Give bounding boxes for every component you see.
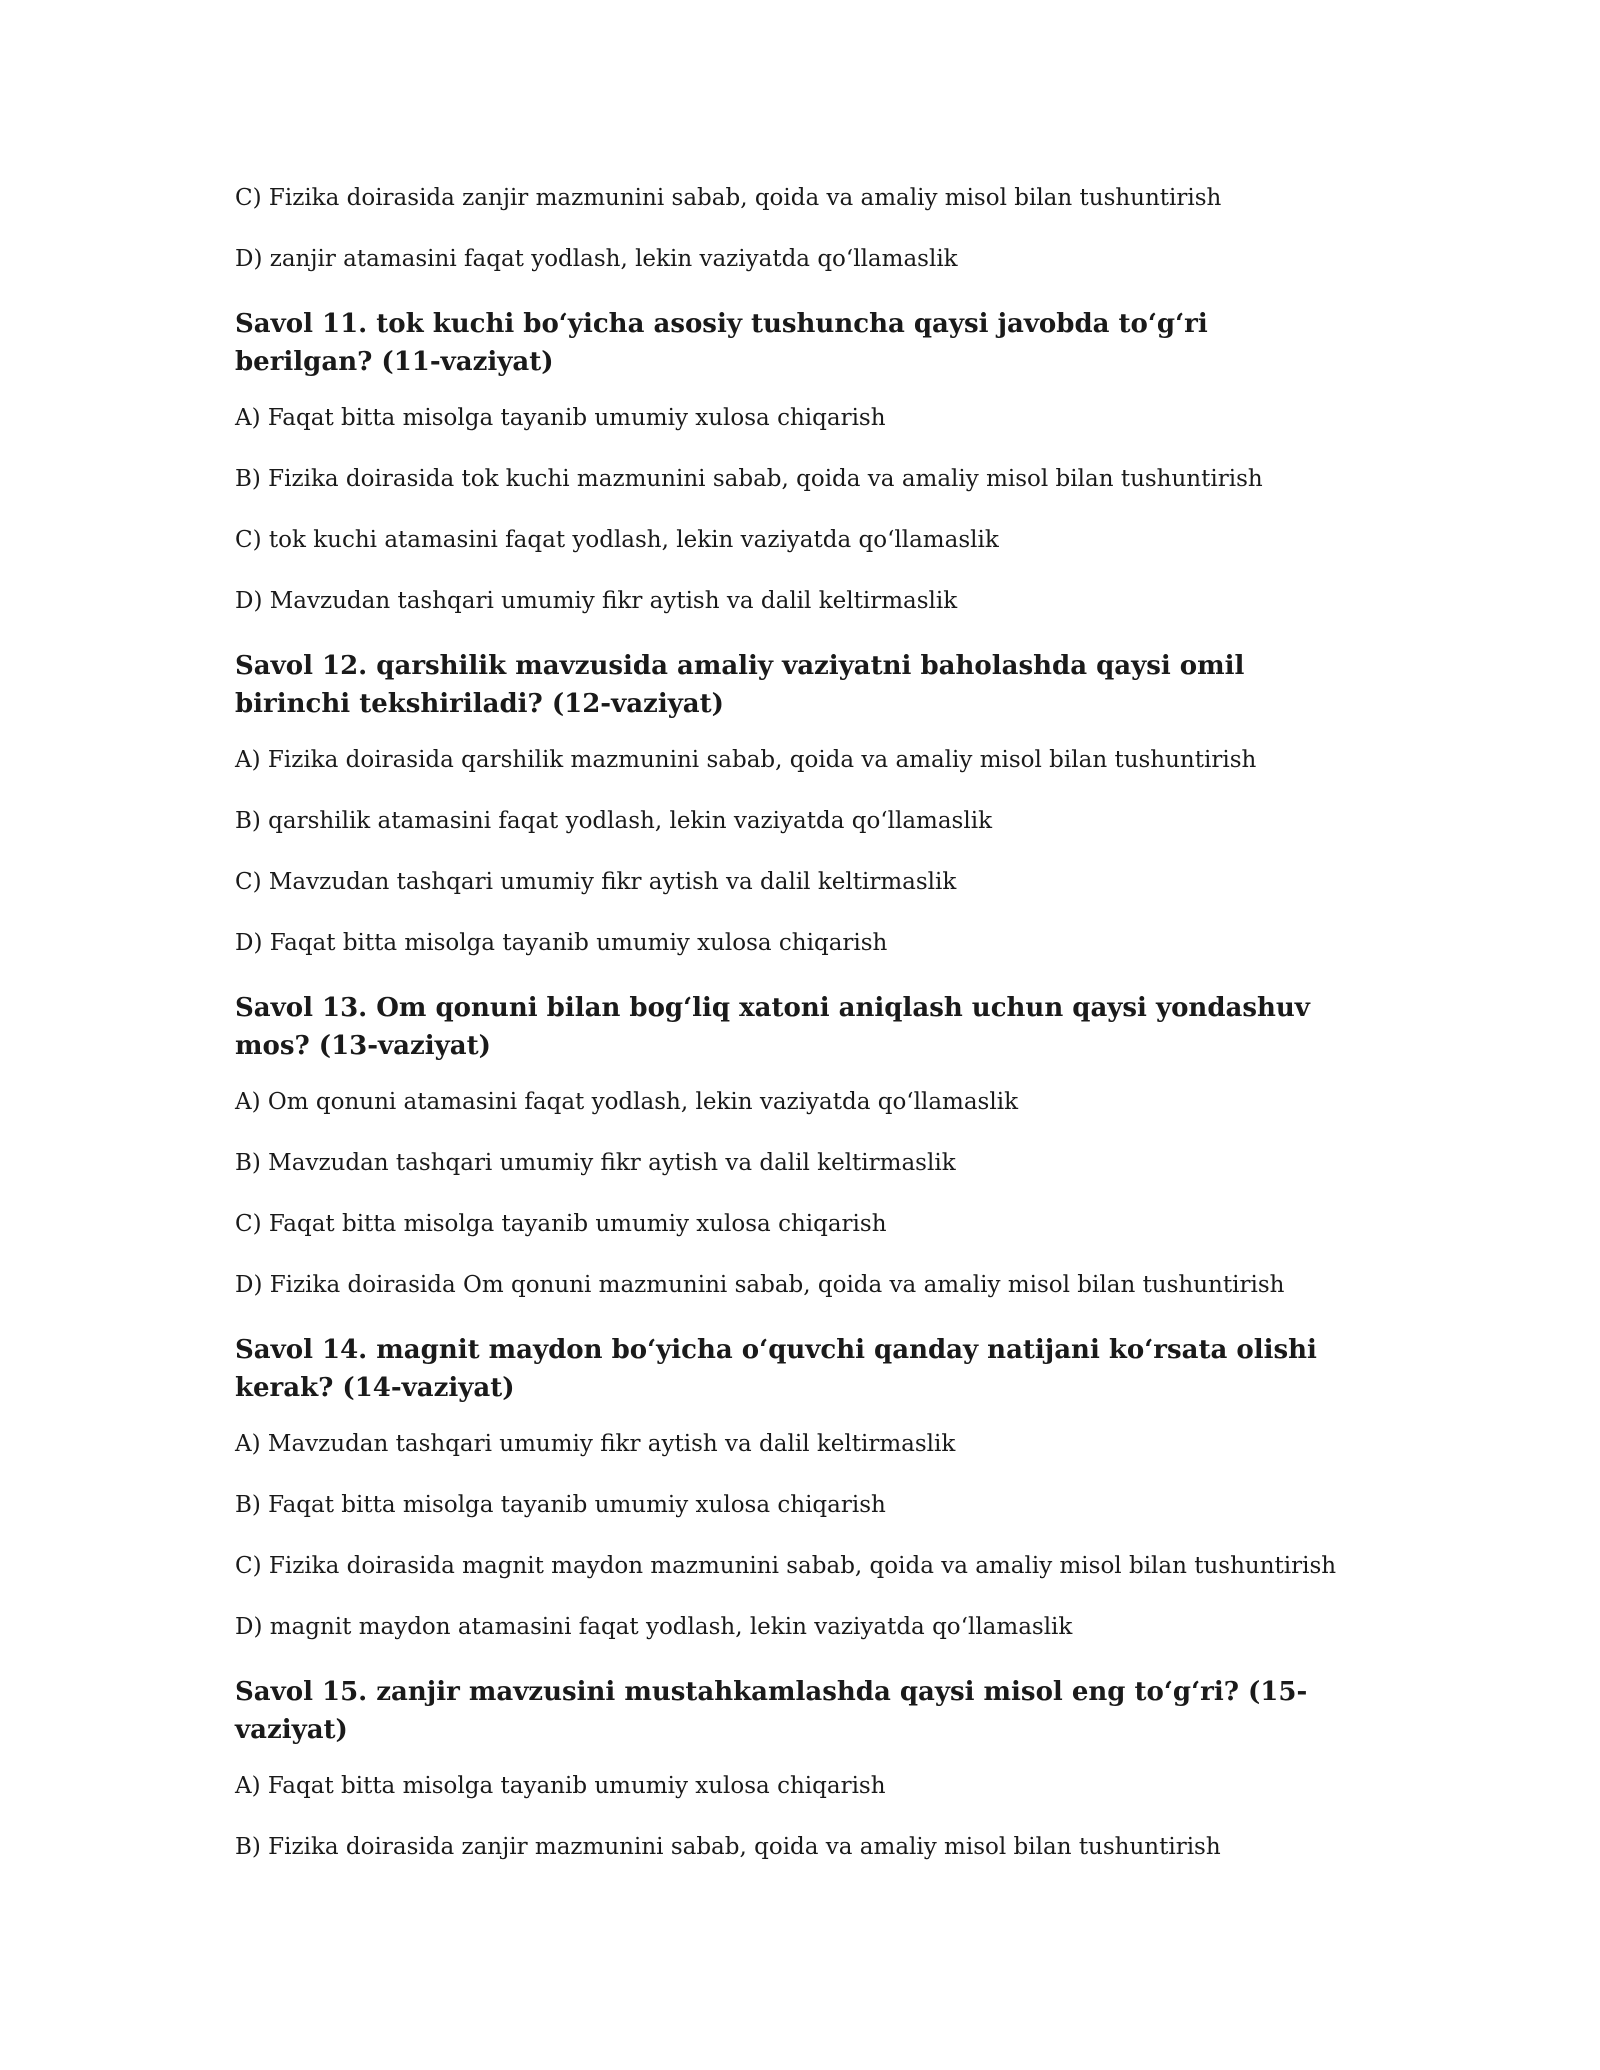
answer-option: B) Fizika doirasida tok kuchi mazmunini sabab, qoida va amaliy misol bilan tushuntirish bbox=[235, 466, 1263, 492]
question-block bbox=[235, 647, 1365, 958]
answer-option: C) Mavzudan tashqari umumiy fikr aytish va dalil keltirmaslik bbox=[235, 869, 957, 895]
answer-option: C) Faqat bitta misolga tayanib umumiy xulosa chiqarish bbox=[235, 1211, 887, 1237]
question-block bbox=[235, 989, 1365, 1300]
answer-option: D) magnit maydon atamasini faqat yodlash, lekin vaziyatda qo‘llamaslik bbox=[235, 1614, 1073, 1640]
question-text: Savol 12. qarshilik mavzusida amaliy vaziyatni baholashda qaysi omil birinchi tekshiriladi? (12-vaziyat) bbox=[235, 651, 1245, 719]
answer-option: B) qarshilik atamasini faqat yodlash, lekin vaziyatda qo‘llamaslik bbox=[235, 808, 993, 834]
answer-option: A) Faqat bitta misolga tayanib umumiy xulosa chiqarish bbox=[235, 1773, 886, 1799]
question-text: Savol 11. tok kuchi bo‘yicha asosiy tushuncha qaysi javobda to‘g‘ri berilgan? (11-vaziyat) bbox=[235, 309, 1208, 377]
document-page bbox=[235, 183, 1365, 1893]
answer-option: D) Fizika doirasida Om qonuni mazmunini sabab, qoida va amaliy misol bilan tushuntirish bbox=[235, 1272, 1285, 1298]
answer-option: D) Faqat bitta misolga tayanib umumiy xulosa chiqarish bbox=[235, 930, 888, 956]
question-block bbox=[235, 1673, 1365, 1862]
question-text: Savol 15. zanjir mavzusini mustahkamlashda qaysi misol eng to‘g‘ri? (15-vaziyat) bbox=[235, 1677, 1308, 1745]
answer-option: B) Fizika doirasida zanjir mazmunini sabab, qoida va amaliy misol bilan tushuntirish bbox=[235, 1834, 1221, 1860]
answer-option: A) Fizika doirasida qarshilik mazmunini sabab, qoida va amaliy misol bilan tushuntirish bbox=[235, 747, 1257, 773]
answer-option: A) Mavzudan tashqari umumiy fikr aytish va dalil keltirmaslik bbox=[235, 1431, 956, 1457]
question-block bbox=[235, 1331, 1365, 1642]
answer-option: B) Faqat bitta misolga tayanib umumiy xulosa chiqarish bbox=[235, 1492, 886, 1518]
answer-option: A) Faqat bitta misolga tayanib umumiy xulosa chiqarish bbox=[235, 405, 886, 431]
answer-option: C) Fizika doirasida magnit maydon mazmunini sabab, qoida va amaliy misol bilan tushuntirish bbox=[235, 1553, 1337, 1579]
answer-option: B) Mavzudan tashqari umumiy fikr aytish va dalil keltirmaslik bbox=[235, 1150, 956, 1176]
answer-option: D) zanjir atamasini faqat yodlash, lekin vaziyatda qo‘llamaslik bbox=[235, 246, 958, 272]
question-text: Savol 14. magnit maydon bo‘yicha o‘quvchi qanday natijani ko‘rsata olishi kerak? (14-vaziyat) bbox=[235, 1335, 1317, 1403]
answer-option: D) Mavzudan tashqari umumiy fikr aytish va dalil keltirmaslik bbox=[235, 588, 958, 614]
question-text: Savol 13. Om qonuni bilan bog‘liq xatoni aniqlash uchun qaysi yondashuv mos? (13-vaziyat) bbox=[235, 993, 1310, 1061]
answer-option: C) Fizika doirasida zanjir mazmunini sabab, qoida va amaliy misol bilan tushuntirish bbox=[235, 185, 1222, 211]
answer-option: C) tok kuchi atamasini faqat yodlash, lekin vaziyatda qo‘llamaslik bbox=[235, 527, 999, 553]
answer-option: A) Om qonuni atamasini faqat yodlash, lekin vaziyatda qo‘llamaslik bbox=[235, 1089, 1018, 1115]
question-block bbox=[235, 305, 1365, 616]
